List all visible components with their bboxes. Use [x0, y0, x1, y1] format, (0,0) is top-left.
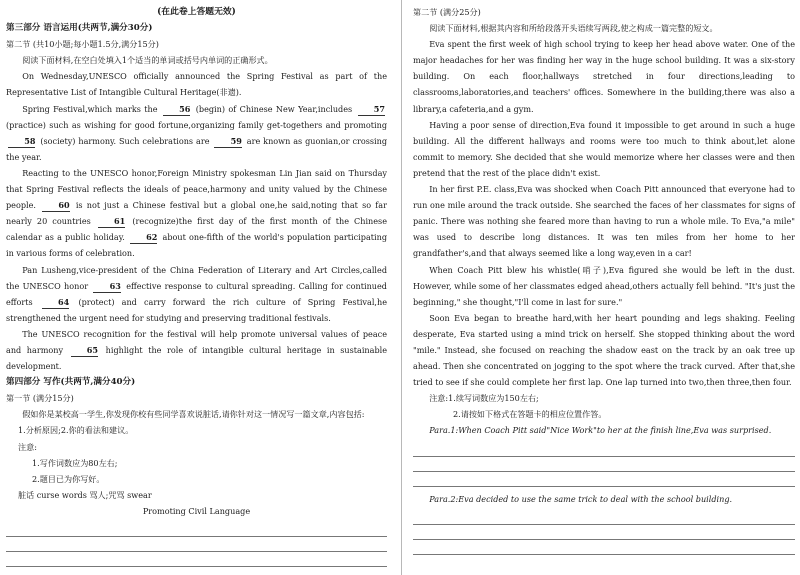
text-segment: (practice) such as wishing for good fortune,organizing family get-togethers and promoting	[6, 119, 387, 130]
column-divider	[401, 0, 402, 575]
text-segment: Pan Lusheng,vice-president of the China Federation of Literary and Art Circles,called the UNESCO honor	[6, 264, 387, 291]
text-segment: highlight the role of intangible cultural heritage in sustainable development.	[6, 344, 388, 372]
continuation-note-2: 2.请按如下格式在答题卡的相应位置作答。	[453, 409, 607, 420]
blank-64: 64	[42, 297, 69, 309]
story-paragraph-4: When Coach Pitt blew his whistle(哨子),Eva figured she would be left in the dust. However, while some of her classmates edged ahead,others actually fell behind. "It's just the beginning," she thought,"I'll come in last for sure."	[413, 264, 796, 307]
blank-57: 57	[358, 104, 385, 116]
blank-60: 60	[42, 200, 69, 212]
text-segment: (protect) and carry forward the rich culture of Spring Festival,he strengthened the urgent need for studying and preserving traditional festivals.	[6, 296, 387, 323]
writing-line[interactable]	[413, 540, 795, 555]
text-segment: about one-fifth of the world's population participating in various forms of celebration.	[6, 232, 387, 259]
story-paragraph-2: Having a poor sense of direction,Eva found it impossible to get around in such a huge building. All the different hallways and rooms were too much to think about,let alone commit to memory. She decided that she would memorize where her classes were and then pretend that the rest of the place didn't exist.	[413, 119, 795, 178]
part3-title: 第三部分 语言运用(共两节,满分30分)	[6, 23, 153, 34]
para1-opening: Para.1:When Coach Pitt said"Nice Work"to her at the finish line,Eva was surprised.	[429, 425, 772, 436]
cloze-paragraph-4	[6, 262, 387, 326]
note-2: 2.题目已为你写好。	[32, 473, 105, 484]
text-segment: is not just a Chinese festival but a global one,he said,noting that so far nearly 20 countries	[6, 200, 387, 227]
para2-opening: Para.2:Eva decided to use the same trick to deal with the school building.	[429, 493, 733, 504]
blank-58: 58	[8, 136, 35, 148]
continuation-note-1: 注意:1.续写词数应为150左右;	[429, 393, 539, 404]
section2-title: 第二节 (满分25分)	[413, 7, 481, 17]
writing-line[interactable]	[6, 537, 387, 552]
story-paragraph-1: Eva spent the first week of high school trying to keep her head above water. One of the major headaches for her was finding her way in the huge school building. It was a six-story building. On each floor,hallways stretched in four directions,leading to classrooms,laboratories,and teachers' offices. Somewhere in the building,there was also a library,a cafeteria,and a gym.	[413, 39, 795, 114]
cloze-paragraph-2	[6, 101, 387, 165]
writing-task: 假如你是某校高一学生,你发现你校有些同学喜欢说脏话,请你针对这一情况写一篇文章,内容包括:	[22, 409, 365, 420]
text-segment: are known as guonian,or crossing the year.	[6, 135, 388, 162]
vocabulary-hint: 脏话 curse words 骂人;咒骂 swear	[18, 489, 152, 500]
section1-title: 第一节 (满分15分)	[6, 393, 74, 404]
writing-line[interactable]	[413, 457, 795, 472]
writing-line[interactable]	[6, 552, 387, 567]
text-segment: (begin) of Chinese New Year,includes	[195, 103, 353, 114]
story-paragraph-5: Soon Eva began to breathe hard,with her heart pounding and legs shaking. Feeling desperate, Eva started using a mind trick on herself. She stopped thinking about the word "mile." Instead, she focused on reaching the shadow east on the track by an oak tree up ahead. Then she concentrated on jogging to the spot where the track curved. After that,she tried to see if she could complete her first lap. One lap turned into two,then three,then four.	[413, 312, 795, 388]
cloze-paragraph-3	[6, 165, 387, 262]
para1-writing-lines[interactable]	[413, 442, 795, 487]
blank-56: 56	[163, 104, 190, 116]
text-segment: effective response to cultural spreading. Calling for continued efforts	[6, 280, 387, 307]
note-label: 注意:	[18, 441, 37, 452]
blank-63: 63	[93, 281, 120, 293]
para2-writing-lines[interactable]	[413, 510, 795, 555]
blank-62: 62	[130, 232, 157, 244]
no-answer-notice: (在此卷上答题无效)	[157, 7, 236, 17]
cloze-paragraph-5	[6, 326, 387, 374]
text-segment: Spring Festival,which marks the	[22, 103, 158, 114]
part4-title: 第四部分 写作(共两节,满分40分)	[6, 377, 136, 388]
blank-61: 61	[98, 216, 125, 228]
text-segment: The UNESCO recognition for the festival will help promote universal values of peace and harmony	[6, 328, 387, 355]
text-segment: Reacting to the UNESCO honor,Foreign Ministry spokesman Lin Jian said on Thursday that Spring Festival reflects the ideals of peace,harmony and unity valued by the Chinese people.	[6, 167, 387, 211]
story-paragraph-3: In her first P.E. class,Eva was shocked when Coach Pitt announced that everyone had to run one mile around the track outside. She searched the faces of her classmates for signs of panic. There was nothing she feared more than having to run a whole mile. To Eva,"a mile" was used to describe long distances. It was ten miles from her home to her grandfather's,and that always seemed like a long way,even in a car!	[413, 184, 795, 259]
writing-line[interactable]	[413, 525, 795, 540]
writing-line[interactable]	[6, 522, 387, 537]
cloze-instruction: 阅读下面材料,在空白处填入1个适当的单词或括号内单词的正确形式。	[22, 55, 273, 66]
writing-line[interactable]	[413, 472, 795, 487]
essay-title: Promoting Civil Language	[142, 505, 251, 516]
cloze-paragraph-1: On Wednesday,UNESCO officially announced the Spring Festival as part of the Representative List of Intangible Cultural Heritage(非遗).	[6, 71, 387, 98]
text-segment: (society) harmony. Such celebrations are	[40, 135, 210, 146]
section2-title: 第二节 (共10小题;每小题1.5分,满分15分)	[6, 39, 159, 50]
writing-line[interactable]	[413, 442, 795, 457]
left-column	[6, 4, 387, 567]
right-column	[413, 4, 795, 555]
blank-59: 59	[214, 136, 241, 148]
essay-writing-lines[interactable]	[6, 522, 387, 567]
text-segment: (recognize)the first day of the first month of the Chinese calendar as a public holiday.	[6, 216, 388, 243]
writing-requirements: 1.分析原因;2.你的看法和建议。	[18, 425, 134, 436]
blank-65: 65	[71, 345, 98, 357]
writing-line[interactable]	[413, 510, 795, 525]
note-1: 1.写作词数应为80左右;	[32, 457, 118, 468]
continuation-instruction: 阅读下面材料,根据其内容和所给段落开头语续写两段,使之构成一篇完整的短文。	[429, 23, 718, 34]
